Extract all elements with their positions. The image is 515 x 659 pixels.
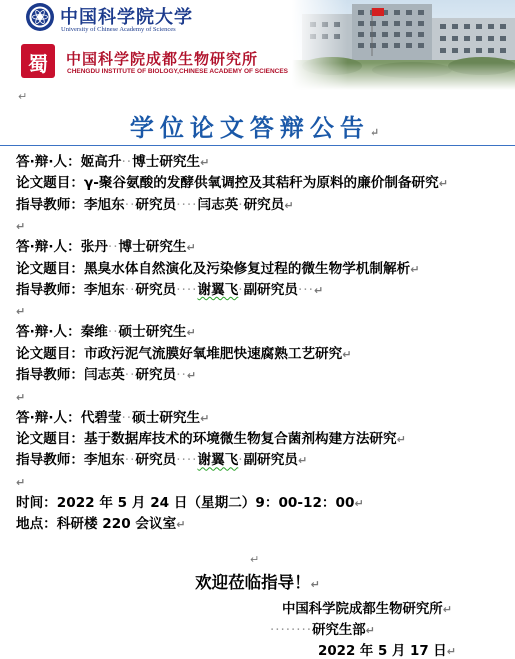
time-line: 时间：2022 年 5 月 24 日（星期二）9：00-12：00↵ (16, 494, 364, 511)
cib-name-en: CHENGDU INSTITUTE OF BIOLOGY,CHINESE ACADEMY OF SCIENCES (67, 68, 289, 75)
advisor-line: 指导教师：李旭东··研究员····谢翼飞·副研究员↵ (16, 452, 308, 469)
advisor-line: 指导教师：李旭东··研究员····闫志英·研究员↵ (16, 196, 294, 213)
blank-line: ↵ (16, 390, 26, 404)
defense-place: 科研楼 220 会议室 (56, 516, 177, 533)
defendant-line: 答·辩·人：张丹··博士研究生↵ (16, 239, 196, 256)
thesis-line: 论文题目：γ-聚谷氨酸的发酵供氧调控及其秸秆为原料的廉价制备研究↵ (16, 175, 448, 192)
ucas-name-en: University of Chinese Academy of Sciences (61, 26, 176, 33)
paragraph-mark: ↵ (18, 90, 28, 103)
cib-name-cn: 中国科学院成都生物研究所 (66, 50, 259, 68)
defendant-name: 代碧莹 (80, 409, 122, 426)
signature-dept: ········研究生部↵ (270, 623, 375, 638)
defendant-name: 姬高升 (80, 154, 122, 170)
title-divider (0, 145, 515, 146)
page-title: 学位论文答辩公告↵ (129, 113, 386, 142)
thesis-line: 论文题目：黑臭水体自然演化及污染修复过程的微生物学机制解析↵ (16, 260, 420, 277)
thesis-title: 基于数据库技术的环境微生物复合菌剂构建方法研究 (83, 430, 397, 447)
defendant-line: 答·辩·人：姬高升··博士研究生↵ (16, 154, 210, 170)
defendant-line: 答·辩·人：秦维··硕士研究生↵ (16, 324, 196, 341)
blank-line: ↵ (16, 220, 26, 234)
defendant-name: 张丹 (80, 239, 108, 256)
place-line: 地点：科研楼 220 会议室↵ (16, 516, 186, 533)
blank-line: ↵ (16, 305, 26, 319)
blank-line: ↵ (16, 475, 26, 489)
thesis-line: 论文题目：市政污泥气流膜好氧堆肥快速腐熟工艺研究↵ (16, 345, 352, 362)
thesis-title: 黑臭水体自然演化及污染修复过程的微生物学机制解析 (83, 260, 411, 277)
thesis-line: 论文题目：基于数据库技术的环境微生物复合菌剂构建方法研究↵ (16, 430, 406, 447)
signature-org: 中国科学院成都生物研究所↵ (282, 602, 452, 617)
defense-time: 2022 年 5 月 24 日（星期二）9：00-12：00 (56, 494, 355, 511)
thesis-title: 市政污泥气流膜好氧堆肥快速腐熟工艺研究 (83, 345, 343, 362)
ucas-name-cn: 中国科学院大学 (60, 7, 193, 28)
paragraph-mark: ↵ (250, 553, 260, 566)
letterhead (0, 0, 515, 100)
thesis-title: γ-聚谷氨酸的发酵供氧调控及其秸秆为原料的廉价制备研究 (83, 175, 439, 192)
advisor-line: 指导教师：李旭东··研究员····谢翼飞·副研究员···↵ (16, 281, 324, 298)
advisor-line: 指导教师：闫志英··研究员··↵ (16, 367, 197, 384)
defendant-name: 秦维 (80, 324, 108, 341)
ucas-emblem-icon (25, 2, 55, 32)
signature-date: 2022 年 5 月 17 日↵ (318, 644, 456, 659)
defendant-line: 答·辩·人：代碧莹··硕士研究生↵ (16, 409, 210, 426)
cib-seal-icon: 蜀 (21, 44, 55, 78)
announcement-body (16, 152, 511, 535)
welcome-text: 欢迎莅临指导！↵ (195, 573, 320, 592)
campus-building-photo (292, 0, 515, 90)
